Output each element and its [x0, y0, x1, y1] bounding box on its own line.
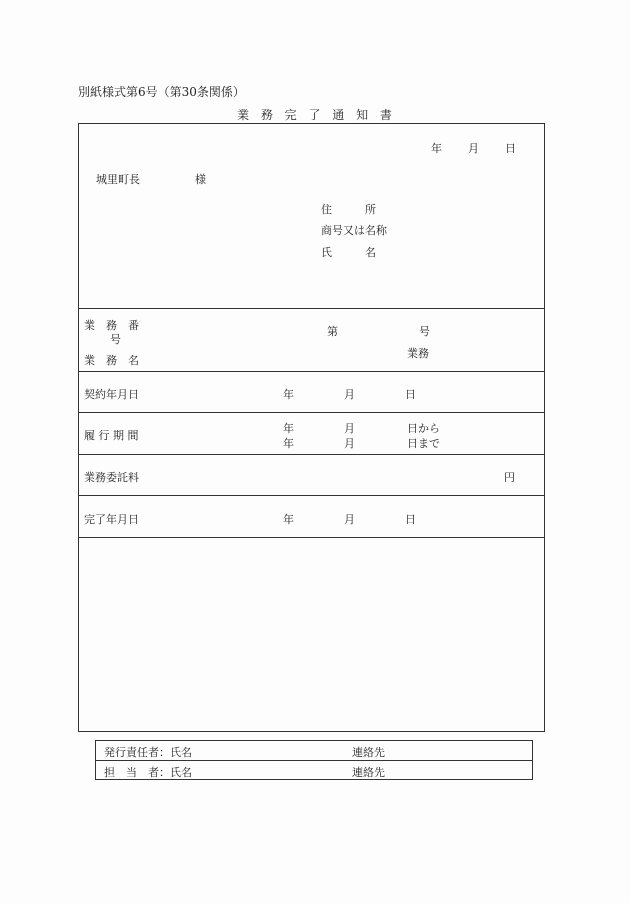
- fee-unit: 円: [504, 471, 515, 484]
- addressee-suffix: 様: [195, 173, 206, 186]
- contract-date-label: 契約年月日: [84, 388, 139, 401]
- divider: [79, 308, 544, 309]
- completion-year: 年: [283, 513, 294, 526]
- business-number-suffix: 号: [419, 325, 430, 338]
- period-label: 履 行 期 間: [84, 429, 139, 442]
- business-name-suffix: 業務: [407, 347, 429, 360]
- business-number-label-suffix: 号: [110, 333, 121, 346]
- applicant-name-label: 氏 名: [321, 246, 376, 259]
- issuer-label: 発行責任者：氏名: [104, 746, 192, 759]
- divider: [79, 537, 544, 538]
- person-contact-label: 連絡先: [352, 766, 385, 779]
- page-title: 業 務 完 了 通 知 書: [237, 108, 396, 122]
- divider: [79, 454, 544, 455]
- date-month-label: 月: [468, 142, 479, 155]
- completion-month: 月: [344, 513, 355, 526]
- business-number-prefix: 第: [327, 325, 338, 338]
- divider: [79, 495, 544, 496]
- period-start-year: 年: [283, 422, 294, 435]
- form-frame: [78, 123, 545, 732]
- business-number-label: 業 務 番: [84, 319, 139, 332]
- date-year-label: 年: [431, 142, 442, 155]
- addressee-name: 城里町長: [96, 173, 140, 186]
- address-label: 住 所: [321, 203, 376, 216]
- contract-month: 月: [344, 388, 355, 401]
- date-day-label: 日: [505, 142, 516, 155]
- completion-day: 日: [405, 513, 416, 526]
- divider: [79, 371, 544, 372]
- period-start-day: 日から: [407, 422, 440, 435]
- completion-date-label: 完了年月日: [84, 513, 139, 526]
- business-name-label: 業 務 名: [84, 354, 139, 367]
- period-end-day: 日まで: [407, 437, 440, 450]
- period-end-month: 月: [344, 437, 355, 450]
- person-label: 担 当 者：氏名: [104, 766, 192, 779]
- period-end-year: 年: [283, 437, 294, 450]
- contract-year: 年: [283, 388, 294, 401]
- contract-day: 日: [405, 388, 416, 401]
- fee-label: 業務委託料: [84, 471, 139, 484]
- form-reference: 別紙様式第6号（第30条関係）: [78, 85, 245, 99]
- divider: [96, 760, 532, 761]
- company-name-label: 商号又は名称: [321, 224, 387, 237]
- period-start-month: 月: [344, 422, 355, 435]
- divider: [79, 412, 544, 413]
- contact-table: [95, 740, 533, 780]
- issuer-contact-label: 連絡先: [352, 746, 385, 759]
